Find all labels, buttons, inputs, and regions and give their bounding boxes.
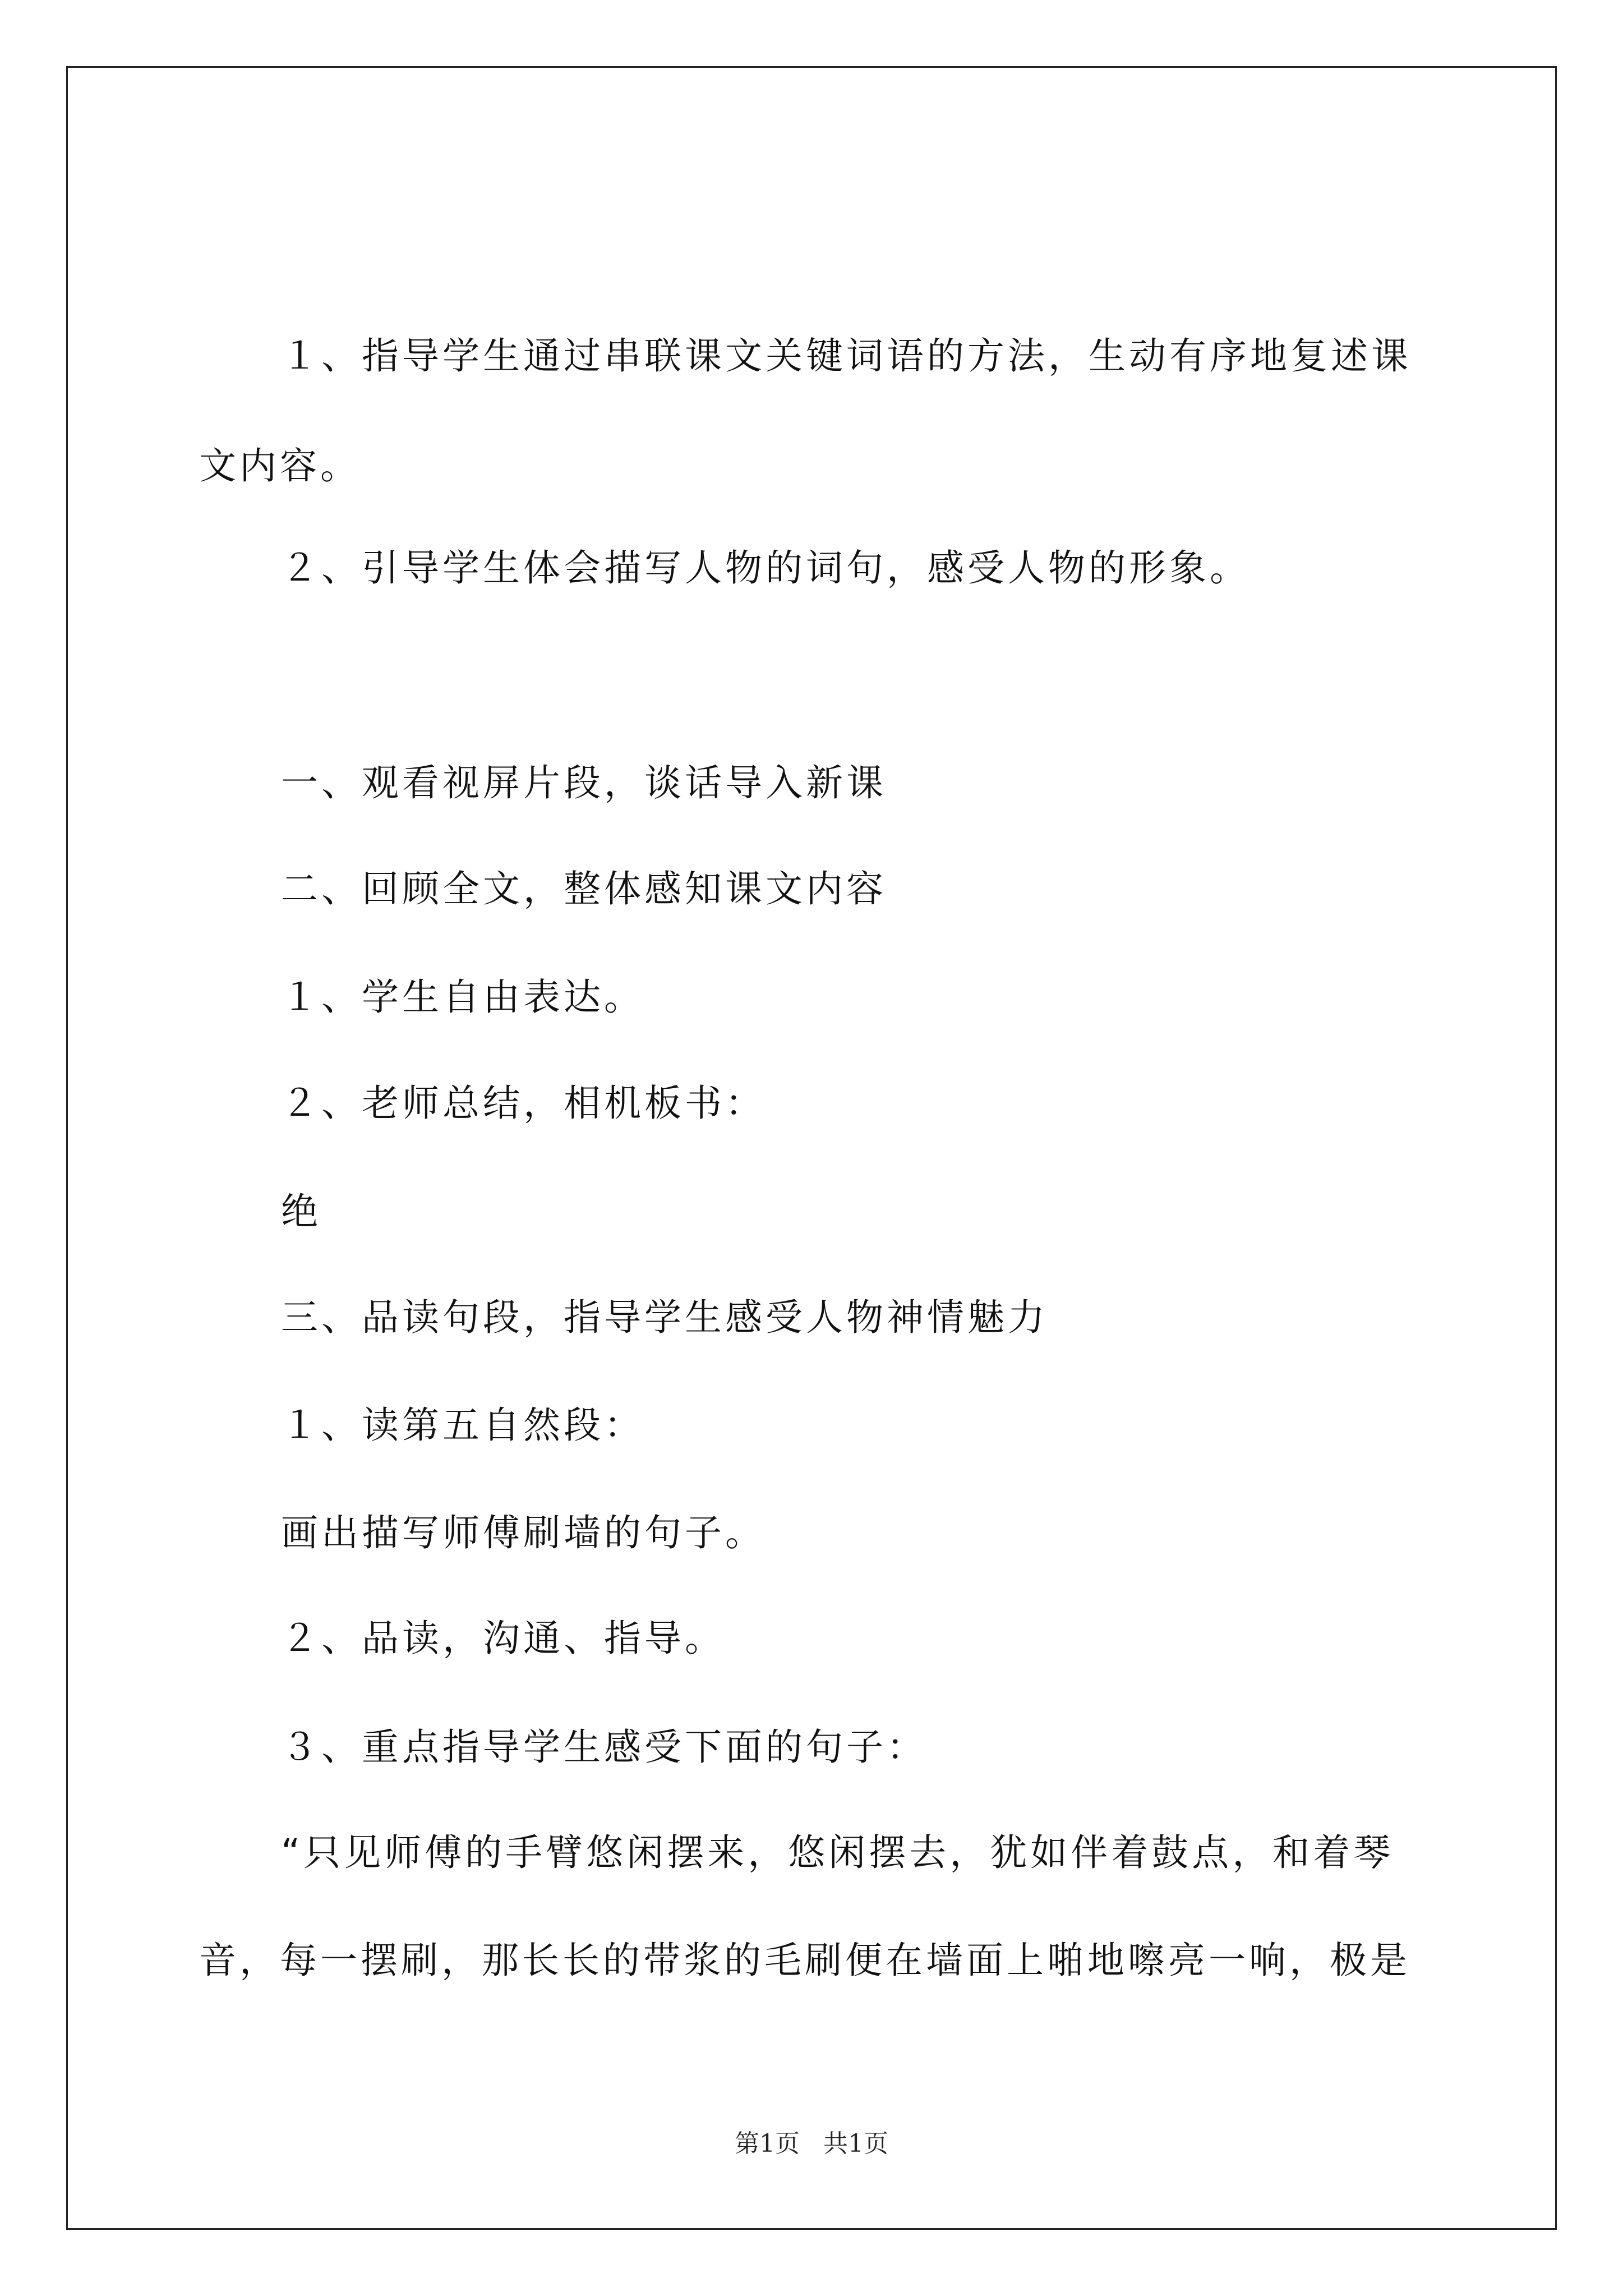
objective-2: ２、引导学生体会描写人物的词句，感受人物的形象。 [281, 546, 1250, 590]
section-3-item-1-task: 画出描写师傅刷墙的句子。 [281, 1511, 766, 1554]
section-heading-2: 二、回顾全文，整体感知课文内容 [281, 867, 887, 910]
page-border [66, 66, 1557, 2230]
section-3-item-2: ２、品读，沟通、指导。 [281, 1617, 725, 1660]
quote-line-1: “只见师傅的手臂悠闲摆来，悠闲摆去，犹如伴着鼓点，和着琴 [281, 1831, 1394, 1874]
quote-line-2: 音，每一摆刷，那长长的带浆的毛刷便在墙面上啪地嚓亮一响，极是 [199, 1939, 1410, 1982]
page-current: 第1页 [735, 2129, 800, 2158]
page-total: 共1页 [823, 2129, 888, 2158]
section-3-item-1: １、读第五自然段： [281, 1404, 644, 1447]
page-footer [0, 2129, 1623, 2158]
section-3-item-3: ３、重点指导学生感受下面的句子： [281, 1726, 927, 1769]
section-heading-1: 一、观看视屏片段，谈话导入新课 [281, 761, 887, 804]
objective-1-line-2: 文内容。 [199, 444, 361, 487]
section-heading-3: 三、品读句段，指导学生感受人物神情魅力 [281, 1296, 1048, 1339]
board-writing: 绝 [281, 1190, 321, 1233]
section-2-item-2: ２、老师总结，相机板书： [281, 1082, 766, 1125]
objective-1-line-1: １、指导学生通过串联课文关键词语的方法，生动有序地复述课 [281, 334, 1412, 378]
section-2-item-1: １、学生自由表达。 [281, 976, 644, 1019]
